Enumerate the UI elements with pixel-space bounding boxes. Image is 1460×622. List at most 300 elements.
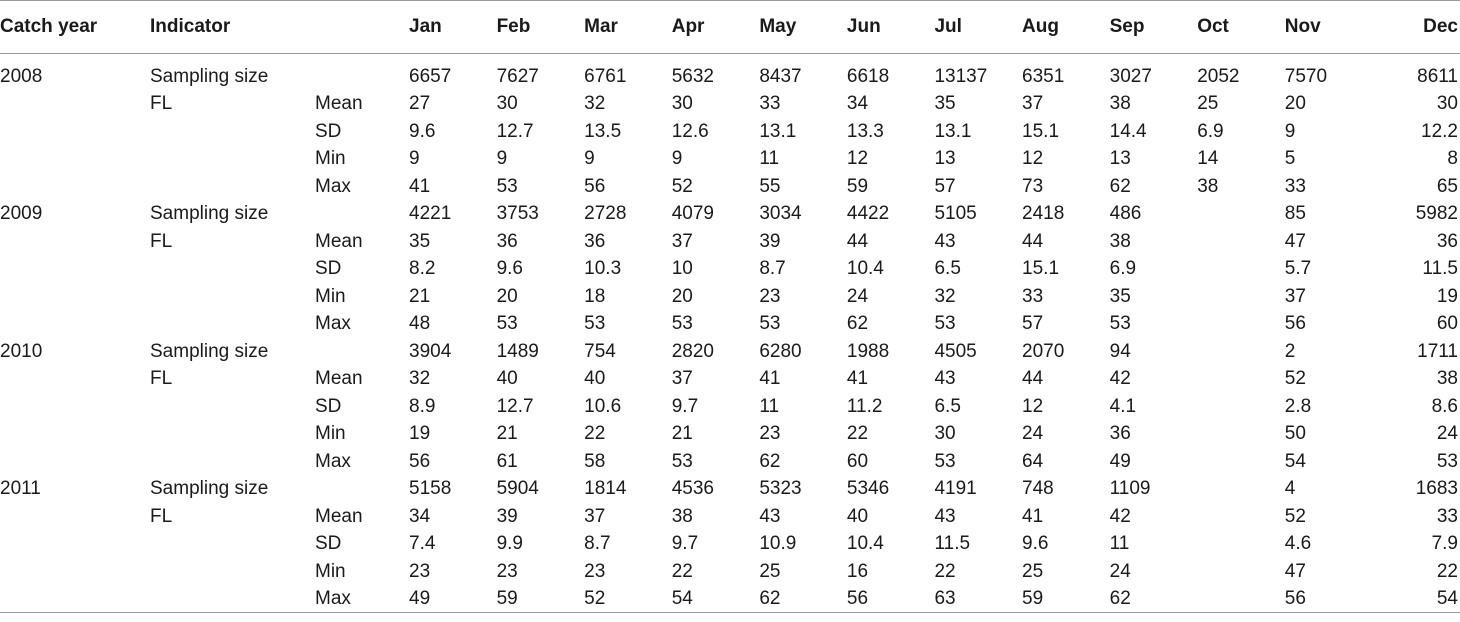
stat-cell: Max [315,585,409,613]
value-cell-sep: 14.4 [1109,120,1147,142]
value-cell-jun: 24 [846,285,869,307]
value-cell-dec: 60 [1436,313,1458,335]
value-cell-dec: 12.2 [1421,120,1458,142]
value-cell-mar: 13.5 [584,120,622,142]
value-cell-jan: 9 [409,148,420,170]
stat-cell: Min [315,560,346,582]
value-cell-oct: 38 [1197,175,1219,197]
value-cell-jan: 41 [409,175,431,197]
value-cell-jun: 59 [846,175,869,197]
value-cell-nov: 2 [1284,340,1296,362]
value-cell-jul: 5105 [934,203,977,225]
value-cell-feb: 12.7 [496,120,534,142]
catch-year-cell [0,530,150,558]
value-cell-dec: 53 [1436,450,1458,472]
value-cell-nov: 56 [1285,585,1373,613]
value-cell-dec: 1711 [1417,340,1458,362]
value-cell-mar: 56 [584,175,606,197]
header-month-jul: Jul [934,1,1022,54]
header-month-jun: Jun [847,1,935,54]
value-cell-jul: 63 [934,585,1022,613]
value-cell-may: 5323 [759,478,802,500]
indicator-cell [150,448,315,476]
table-row [0,118,1460,146]
stat-cell: Min [315,285,346,307]
value-cell-dec: 24 [1436,423,1458,445]
value-cell-aug: 73 [1022,175,1044,197]
header-month-may: May [759,1,847,54]
value-cell-jan: 34 [409,505,431,527]
table-row [0,338,1460,366]
value-cell-jul: 13 [934,148,956,170]
value-cell-jan: 32 [409,368,431,390]
value-cell-aug: 12 [1022,395,1044,417]
header-month-nov: Nov [1285,1,1373,54]
header-month-oct: Oct [1197,1,1285,54]
stat-cell: Min [315,423,346,445]
table-row [0,393,1460,421]
value-cell-apr: 38 [671,505,693,527]
value-cell-jun: 44 [846,230,869,252]
value-cell-feb: 12.7 [496,395,534,417]
value-cell-may: 41 [759,368,781,390]
value-cell-aug: 25 [1022,560,1044,582]
value-cell-jan: 56 [409,450,431,472]
value-cell-jun: 56 [847,585,935,613]
value-cell-jul: 30 [934,423,956,445]
header-month-jan: Jan [409,1,497,54]
value-cell-mar: 10.3 [584,258,622,280]
value-cell-nov: 33 [1284,175,1306,197]
value-cell-feb: 21 [496,423,518,445]
value-cell-dec: 33 [1436,505,1458,527]
header-row [0,1,1460,54]
indicator-cell: Sampling size [150,66,269,87]
value-cell-apr: 53 [671,450,693,472]
value-cell-nov: 56 [1284,313,1306,335]
catch-year-cell [0,283,150,311]
table-row [0,365,1460,393]
value-cell-mar: 18 [584,285,606,307]
value-cell-nov: 4.6 [1284,533,1312,555]
value-cell-jul: 11.5 [934,533,971,555]
catch-year-cell [0,173,150,201]
value-cell-aug: 9.6 [1022,533,1049,555]
value-cell-dec: 8.6 [1431,395,1458,417]
value-cell-may: 11 [759,395,780,417]
value-cell-jun: 34 [846,93,869,115]
value-cell-apr: 21 [671,423,693,445]
table-row [0,255,1460,283]
value-cell-may: 53 [759,313,781,335]
indicator-cell: FL [150,368,173,390]
value-cell-nov: 85 [1284,203,1306,225]
value-cell-nov: 37 [1284,285,1306,307]
value-cell-jun: 10.4 [846,533,884,555]
value-cell-may: 23 [759,423,781,445]
value-cell-may: 8.7 [759,258,786,280]
value-cell-oct [1197,503,1285,531]
value-cell-may: 33 [759,93,781,115]
value-cell-jan: 6657 [409,66,452,87]
value-cell-jan: 4221 [409,203,452,225]
value-cell-nov: 7570 [1284,66,1328,87]
value-cell-jan: 48 [409,313,431,335]
value-cell-apr: 37 [671,230,693,252]
stat-cell [315,54,409,91]
value-cell-mar: 23 [584,560,606,582]
value-cell-jun: 10.4 [846,258,884,280]
value-cell-apr: 10 [671,258,693,280]
value-cell-sep: 53 [1109,313,1131,335]
indicator-cell: FL [150,230,173,252]
value-cell-jan: 35 [409,230,431,252]
value-cell-sep: 36 [1109,423,1131,445]
table-row [0,310,1460,338]
value-cell-jun: 5346 [846,478,890,500]
value-cell-oct [1197,283,1285,311]
value-cell-oct [1197,558,1285,586]
catch-year-cell: 2010 [0,340,43,362]
table-body [0,54,1460,613]
value-cell-oct [1197,475,1285,503]
table-row [0,448,1460,476]
indicator-cell [150,173,315,201]
value-cell-apr: 30 [671,93,693,115]
value-cell-feb: 53 [496,175,518,197]
value-cell-jul: 43 [934,230,956,252]
value-cell-jun: 62 [846,313,869,335]
value-cell-mar: 1814 [584,478,627,500]
stat-cell: SD [315,120,342,142]
stat-cell: Max [315,313,351,335]
value-cell-jul: 57 [934,175,956,197]
value-cell-feb: 23 [496,560,518,582]
value-cell-sep: 35 [1109,285,1131,307]
value-cell-apr: 54 [672,585,760,613]
value-cell-aug: 12 [1022,148,1044,170]
value-cell-jan: 21 [409,285,431,307]
indicator-cell [150,530,315,558]
header-month-mar: Mar [584,1,672,54]
value-cell-oct [1197,200,1285,228]
value-cell-sep: 38 [1109,230,1131,252]
table-row [0,283,1460,311]
value-cell-apr: 4536 [671,478,715,500]
table-row [0,54,1460,91]
value-cell-jun: 22 [846,423,869,445]
catch-year-cell [0,420,150,448]
indicator-cell [150,118,315,146]
value-cell-jul: 13137 [934,66,988,87]
value-cell-nov: 47 [1284,230,1306,252]
value-cell-jul: 32 [934,285,956,307]
value-cell-feb: 40 [496,368,518,390]
value-cell-dec: 54 [1372,585,1460,613]
value-cell-jun: 60 [846,450,869,472]
catch-year-cell: 2009 [0,203,43,225]
value-cell-nov: 4 [1284,478,1296,500]
value-cell-sep: 4.1 [1109,395,1137,417]
value-cell-dec: 19 [1436,285,1458,307]
value-cell-jun: 12 [846,148,869,170]
value-cell-may: 8437 [759,66,802,87]
value-cell-aug: 59 [1022,585,1110,613]
value-cell-aug: 15.1 [1022,258,1060,280]
value-cell-sep: 94 [1109,340,1131,362]
value-cell-jun: 11.2 [846,395,883,417]
value-cell-may: 3034 [759,203,802,225]
value-cell-dec: 30 [1436,93,1458,115]
catch-year-cell [0,118,150,146]
value-cell-may: 11 [759,148,780,170]
value-cell-jun: 40 [846,505,869,527]
header-month-dec: Dec [1372,1,1460,54]
indicator-cell: Sampling size [150,340,269,362]
value-cell-nov: 2.8 [1284,395,1312,417]
catch-year-cell [0,145,150,173]
value-cell-aug: 15.1 [1022,120,1060,142]
stat-cell: Max [315,175,351,197]
value-cell-may: 39 [759,230,781,252]
value-cell-mar: 52 [584,585,672,613]
value-cell-sep: 49 [1109,450,1131,472]
value-cell-feb: 9.6 [496,258,523,280]
value-cell-dec: 38 [1436,368,1458,390]
value-cell-apr: 52 [671,175,693,197]
indicator-cell [150,255,315,283]
indicator-cell: FL [150,505,173,527]
catch-year-cell: 2008 [0,66,43,87]
indicator-cell: Sampling size [150,478,269,500]
value-cell-nov: 54 [1284,450,1306,472]
table-row [0,503,1460,531]
value-cell-sep: 6.9 [1109,258,1137,280]
value-cell-may: 25 [759,560,781,582]
value-cell-mar: 53 [584,313,606,335]
stat-cell: Min [315,148,346,170]
value-cell-aug: 6351 [1022,66,1065,87]
value-cell-mar: 37 [584,505,606,527]
value-cell-jul: 6.5 [934,395,961,417]
value-cell-may: 62 [759,450,781,472]
value-cell-jan: 9.6 [409,120,436,142]
value-cell-nov: 5 [1284,148,1296,170]
value-cell-mar: 58 [584,450,606,472]
header-month-apr: Apr [672,1,760,54]
value-cell-feb: 39 [496,505,518,527]
value-cell-jan: 19 [409,423,431,445]
value-cell-oct [1197,585,1285,613]
catch-year-cell [0,90,150,118]
value-cell-jul: 53 [934,450,956,472]
value-cell-sep: 42 [1109,505,1131,527]
catch-year-cell [0,558,150,586]
stat-cell [315,200,409,228]
value-cell-may: 23 [759,285,781,307]
value-cell-apr: 9.7 [671,395,699,417]
value-cell-nov: 52 [1284,368,1306,390]
value-cell-apr: 12.6 [671,120,709,142]
value-cell-jan: 3904 [409,340,452,362]
indicator-cell [150,558,315,586]
value-cell-oct [1197,393,1285,421]
table-row [0,173,1460,201]
value-cell-may: 13.1 [759,120,797,142]
indicator-cell [150,585,315,613]
stat-cell [315,338,409,366]
value-cell-sep: 62 [1109,175,1131,197]
value-cell-feb: 53 [496,313,518,335]
value-cell-jul: 22 [934,560,956,582]
value-cell-oct [1197,255,1285,283]
catch-year-cell [0,310,150,338]
value-cell-feb: 3753 [496,203,539,225]
indicator-cell: Sampling size [150,203,269,225]
catch-year-cell: 2011 [0,478,41,500]
value-cell-aug: 57 [1022,313,1044,335]
value-cell-sep: 24 [1109,560,1131,582]
value-cell-sep: 1109 [1109,478,1151,500]
value-cell-jan: 23 [409,560,431,582]
value-cell-sep: 3027 [1109,66,1152,87]
value-cell-dec: 8611 [1417,66,1458,87]
value-cell-dec: 36 [1436,230,1458,252]
value-cell-aug: 37 [1022,93,1044,115]
stat-cell: Mean [315,368,363,390]
value-cell-mar: 754 [584,340,616,362]
value-cell-aug: 24 [1022,423,1044,445]
value-cell-jan: 49 [409,585,497,613]
value-cell-feb: 36 [496,230,518,252]
value-cell-nov: 52 [1284,505,1306,527]
value-cell-jul: 43 [934,368,956,390]
value-cell-dec: 5982 [1415,203,1458,225]
stat-cell: Mean [315,505,363,527]
value-cell-mar: 36 [584,230,606,252]
value-cell-nov: 47 [1284,560,1306,582]
table-row [0,228,1460,256]
stat-cell: Mean [315,93,363,115]
indicator-cell [150,283,315,311]
table-row [0,530,1460,558]
value-cell-apr: 2820 [671,340,715,362]
catch-year-cell [0,365,150,393]
value-cell-apr: 37 [671,368,693,390]
value-cell-aug: 33 [1022,285,1044,307]
table-row [0,558,1460,586]
catch-year-cell [0,503,150,531]
catch-year-cell [0,228,150,256]
value-cell-aug: 41 [1022,505,1044,527]
stat-cell [315,475,409,503]
value-cell-dec: 65 [1436,175,1458,197]
indicator-cell: FL [150,93,173,115]
table-row [0,585,1460,613]
value-cell-apr: 9.7 [671,533,699,555]
value-cell-sep: 13 [1109,148,1131,170]
stat-cell: SD [315,258,342,280]
value-cell-dec: 22 [1436,560,1458,582]
value-cell-feb: 9 [496,148,508,170]
value-cell-may: 10.9 [759,533,797,555]
catch-year-cell [0,448,150,476]
header-month-sep: Sep [1110,1,1198,54]
value-cell-oct [1197,228,1285,256]
value-cell-sep: 11 [1109,533,1130,555]
header-stat [315,1,409,54]
header-month-feb: Feb [497,1,585,54]
value-cell-aug: 44 [1022,230,1044,252]
value-cell-jul: 35 [934,93,956,115]
value-cell-oct: 25 [1197,93,1219,115]
value-cell-dec: 8 [1447,148,1458,170]
indicator-cell [150,145,315,173]
value-cell-sep: 62 [1110,585,1198,613]
header-indicator: Indicator [150,1,315,54]
value-cell-feb: 61 [496,450,518,472]
indicator-cell [150,310,315,338]
value-cell-apr: 4079 [671,203,715,225]
catch-year-cell [0,585,150,613]
table-row [0,200,1460,228]
stat-cell: Mean [315,230,363,252]
value-cell-may: 55 [759,175,781,197]
value-cell-jul: 6.5 [934,258,961,280]
value-cell-aug: 2418 [1022,203,1065,225]
value-cell-nov: 5.7 [1284,258,1312,280]
indicator-cell [150,420,315,448]
value-cell-jun: 6618 [846,66,890,87]
value-cell-sep: 486 [1109,203,1142,225]
value-cell-jun: 1988 [846,340,890,362]
value-cell-oct [1197,448,1285,476]
value-cell-jun: 13.3 [846,120,884,142]
value-cell-jan: 8.9 [409,395,436,417]
catch-year-cell [0,393,150,421]
value-cell-feb: 9.9 [496,533,523,555]
value-cell-oct [1197,338,1285,366]
value-cell-aug: 2070 [1022,340,1065,362]
value-cell-sep: 42 [1109,368,1131,390]
value-cell-mar: 8.7 [584,533,611,555]
value-cell-mar: 22 [584,423,606,445]
value-cell-mar: 6761 [584,66,627,87]
value-cell-jul: 4191 [934,478,977,500]
value-cell-dec: 11.5 [1422,258,1458,280]
value-cell-jun: 4422 [846,203,890,225]
value-cell-apr: 9 [671,148,683,170]
value-cell-nov: 20 [1284,93,1306,115]
indicator-cell [150,393,315,421]
value-cell-apr: 22 [671,560,693,582]
value-cell-mar: 2728 [584,203,627,225]
value-cell-feb: 1489 [496,340,539,362]
value-cell-feb: 7627 [496,66,539,87]
value-cell-dec: 7.9 [1431,533,1458,555]
catch-year-cell [0,255,150,283]
value-cell-oct: 14 [1197,148,1219,170]
value-cell-mar: 40 [584,368,606,390]
value-cell-apr: 53 [671,313,693,335]
value-cell-mar: 32 [584,93,606,115]
value-cell-jul: 13.1 [934,120,972,142]
value-cell-jul: 43 [934,505,956,527]
value-cell-jul: 4505 [934,340,977,362]
value-cell-aug: 748 [1022,478,1054,500]
value-cell-apr: 5632 [671,66,715,87]
value-cell-jun: 16 [846,560,869,582]
